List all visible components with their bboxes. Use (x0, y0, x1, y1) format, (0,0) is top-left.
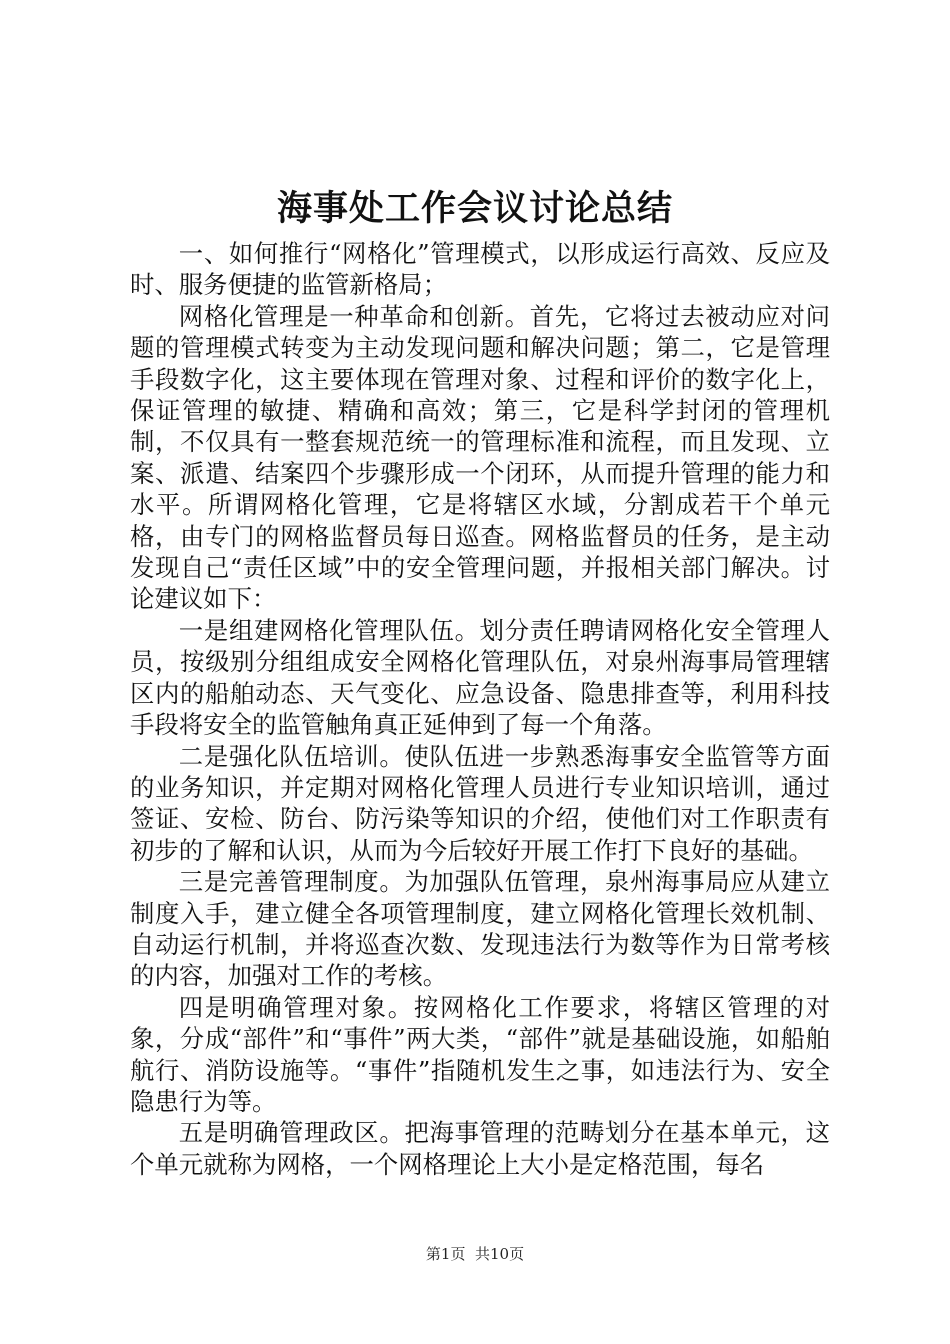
page-footer (0, 1244, 950, 1264)
paragraph-5: 三是完善管理制度。为加强队伍管理，泉州海事局应从建立制度入手，建立健全各项管理制度，建立网格化管理长效机制、自动运行机制，并将巡查次数、发现违法行为数等作为日常考核的内容，加强对工作的考核。 (130, 867, 830, 991)
paragraph-1: 一、如何推行“网格化”管理模式，以形成运行高效、反应及时、服务便捷的监管新格局； (130, 239, 830, 300)
paragraph-7: 五是明确管理政区。把海事管理的范畴划分在基本单元，这个单元就称为网格，一个网格理论上大小是定格范围，每名 (130, 1118, 830, 1179)
page-number: 第1页 共10页 (425, 1245, 525, 1263)
document-title: 海事处工作会议讨论总结 (276, 188, 673, 229)
document-body (130, 238, 830, 1180)
paragraph-2: 网格化管理是一种革命和创新。首先，它将过去被动应对问题的管理模式转变为主动发现问题和解决问题；第二，它是管理手段数字化，这主要体现在管理对象、过程和评价的数字化上，保证管理的敏捷、精确和高效；第三，它是科学封闭的管理机制，不仅具有一整套规范统一的管理标准和流程，而且发现、立案、派遣、结案四个步骤形成一个闭环，从而提升管理的能力和水平。所谓网格化管理，它是将辖区水域，分割成若干个单元格，由专门的网格监督员每日巡查。网格监督员的任务，是主动发现自己“责任区域”中的安全管理问题，并报相关部门解决。讨论建议如下： (130, 301, 830, 614)
paragraph-4: 二是强化队伍培训。使队伍进一步熟悉海事安全监管等方面的业务知识，并定期对网格化管理人员进行专业知识培训，通过签证、安检、防台、防污染等知识的介绍，使他们对工作职责有初步的了解和认识，从而为今后较好开展工作打下良好的基础。 (130, 741, 830, 865)
paragraph-6: 四是明确管理对象。按网格化工作要求，将辖区管理的对象，分成“部件”和“事件”两大类，“部件”就是基础设施，如船舶航行、消防设施等。“事件”指随机发生之事，如违法行为、安全隐患行为等。 (130, 992, 830, 1116)
paragraph-3: 一是组建网格化管理队伍。划分责任聘请网格化安全管理人员，按级别分组组成安全网格化管理队伍，对泉州海事局管理辖区内的船舶动态、天气变化、应急设备、隐患排查等，利用科技手段将安全的监管触角真正延伸到了每一个角落。 (130, 615, 830, 740)
